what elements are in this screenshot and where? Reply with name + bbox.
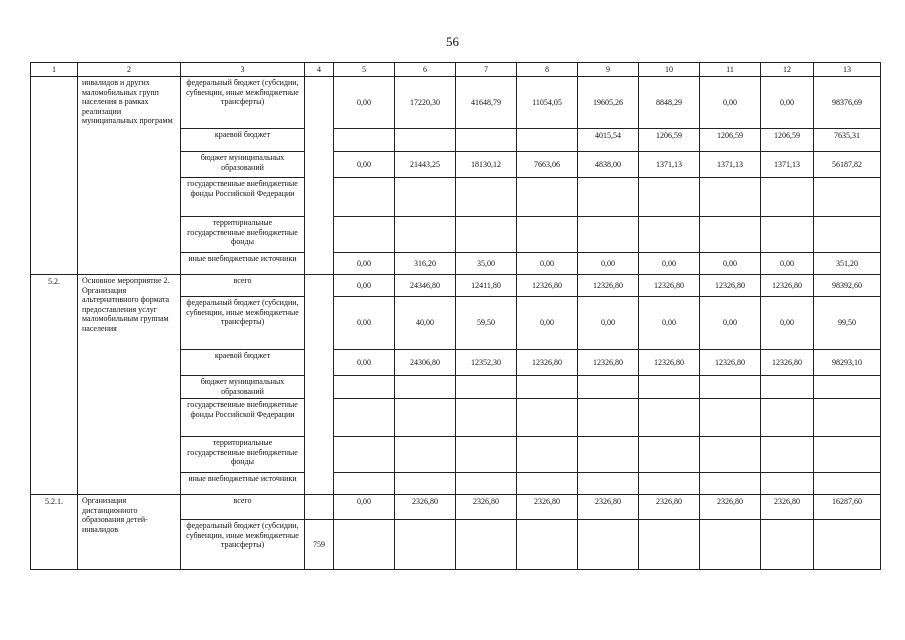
value-cell: 24306,80 <box>395 350 456 376</box>
funding-source: иные внебюджетные источники <box>181 473 305 495</box>
value-cell: 0,00 <box>700 297 761 350</box>
table-row <box>31 275 881 297</box>
value-cell: 19605,26 <box>578 77 639 129</box>
value-cell <box>578 473 639 495</box>
value-cell: 4015,54 <box>578 129 639 152</box>
value-cell <box>517 437 578 473</box>
value-cell <box>334 129 395 152</box>
value-cell: 98293,10 <box>814 350 881 376</box>
section-title: Организация дистанционного образования детей-инвалидов <box>78 495 181 570</box>
value-cell <box>814 473 881 495</box>
value-cell <box>517 217 578 253</box>
column-header: 7 <box>456 63 517 77</box>
value-cell <box>761 473 814 495</box>
column-header: 10 <box>639 63 700 77</box>
value-cell <box>395 129 456 152</box>
value-cell: 2326,80 <box>700 495 761 520</box>
page-number: 56 <box>446 34 459 49</box>
value-cell <box>639 520 700 570</box>
value-cell <box>761 376 814 399</box>
header-row <box>31 63 881 77</box>
value-cell: 0,00 <box>578 253 639 275</box>
value-cell <box>334 217 395 253</box>
section-code: 5.2. <box>31 275 78 495</box>
column-4-cell <box>305 77 334 275</box>
value-cell <box>395 473 456 495</box>
value-cell: 1206,59 <box>761 129 814 152</box>
value-cell: 12326,80 <box>578 275 639 297</box>
funding-source: всего <box>181 275 305 297</box>
section-title: инвалидов и других маломобильных групп населения в рамках реализации муниципальных программ <box>78 77 181 275</box>
section-code: 5.2.1. <box>31 495 78 570</box>
value-cell <box>814 376 881 399</box>
value-cell <box>761 217 814 253</box>
value-cell <box>639 437 700 473</box>
value-cell <box>814 399 881 437</box>
value-cell: 351,20 <box>814 253 881 275</box>
funding-source: территориальные государственные внебюджетные фонды <box>181 217 305 253</box>
value-cell <box>395 376 456 399</box>
value-cell: 12326,80 <box>639 350 700 376</box>
value-cell <box>700 376 761 399</box>
value-cell <box>639 217 700 253</box>
value-cell: 11054,05 <box>517 77 578 129</box>
value-cell: 2326,80 <box>578 495 639 520</box>
value-cell <box>334 376 395 399</box>
value-cell <box>578 399 639 437</box>
value-cell <box>700 217 761 253</box>
value-cell <box>814 217 881 253</box>
value-cell <box>395 217 456 253</box>
value-cell: 24346,80 <box>395 275 456 297</box>
value-cell <box>517 376 578 399</box>
column-header: 11 <box>700 63 761 77</box>
value-cell: 1206,59 <box>700 129 761 152</box>
value-cell: 12326,80 <box>761 275 814 297</box>
value-cell: 0,00 <box>761 297 814 350</box>
value-cell <box>700 399 761 437</box>
value-cell <box>456 520 517 570</box>
table-row <box>31 495 881 520</box>
value-cell <box>761 399 814 437</box>
column-header: 4 <box>305 63 334 77</box>
value-cell <box>395 437 456 473</box>
value-cell <box>761 178 814 217</box>
value-cell: 4838,00 <box>578 152 639 178</box>
value-cell: 12326,80 <box>700 350 761 376</box>
value-cell <box>639 473 700 495</box>
budget-table <box>30 62 881 570</box>
value-cell <box>456 217 517 253</box>
value-cell <box>761 520 814 570</box>
value-cell <box>578 437 639 473</box>
value-cell: 0,00 <box>761 77 814 129</box>
value-cell: 2326,80 <box>395 495 456 520</box>
value-cell <box>814 437 881 473</box>
value-cell: 18130,12 <box>456 152 517 178</box>
value-cell: 7663,06 <box>517 152 578 178</box>
value-cell <box>639 399 700 437</box>
value-cell <box>456 376 517 399</box>
column-header: 3 <box>181 63 305 77</box>
value-cell: 8848,29 <box>639 77 700 129</box>
funding-source: всего <box>181 495 305 520</box>
column-4-cell <box>305 495 334 520</box>
funding-source: краевой бюджет <box>181 129 305 152</box>
value-cell <box>395 178 456 217</box>
value-cell: 41648,79 <box>456 77 517 129</box>
value-cell: 12352,30 <box>456 350 517 376</box>
value-cell: 2326,80 <box>639 495 700 520</box>
value-cell: 0,00 <box>517 297 578 350</box>
value-cell <box>456 399 517 437</box>
value-cell: 40,00 <box>395 297 456 350</box>
column-header: 12 <box>761 63 814 77</box>
value-cell <box>814 178 881 217</box>
funding-source: краевой бюджет <box>181 350 305 376</box>
funding-source: территориальные государственные внебюджетные фонды <box>181 437 305 473</box>
value-cell: 1371,13 <box>639 152 700 178</box>
value-cell: 56187,82 <box>814 152 881 178</box>
column-header: 13 <box>814 63 881 77</box>
value-cell <box>639 376 700 399</box>
value-cell: 12411,80 <box>456 275 517 297</box>
funding-source: федеральный бюджет (субсидии, субвенции, иные межбюджетные трансферты) <box>181 297 305 350</box>
value-cell <box>639 178 700 217</box>
value-cell <box>700 178 761 217</box>
value-cell: 16287,60 <box>814 495 881 520</box>
value-cell: 98392,60 <box>814 275 881 297</box>
value-cell <box>456 129 517 152</box>
value-cell <box>456 178 517 217</box>
value-cell: 0,00 <box>334 275 395 297</box>
value-cell <box>700 520 761 570</box>
funding-source: иные внебюджетные источники <box>181 253 305 275</box>
table-row <box>31 77 881 129</box>
column-header: 6 <box>395 63 456 77</box>
column-header: 1 <box>31 63 78 77</box>
value-cell: 0,00 <box>334 77 395 129</box>
value-cell <box>517 178 578 217</box>
funding-source: государственные внебюджетные фонды Российской Федерации <box>181 399 305 437</box>
funding-source: федеральный бюджет (субсидии, субвенции, иные межбюджетные трансферты) <box>181 520 305 570</box>
value-cell: 12326,80 <box>517 275 578 297</box>
value-cell: 0,00 <box>761 253 814 275</box>
column-header: 9 <box>578 63 639 77</box>
funding-source: бюджет муниципальных образований <box>181 152 305 178</box>
value-cell: 0,00 <box>334 350 395 376</box>
value-cell <box>395 399 456 437</box>
value-cell: 1206,59 <box>639 129 700 152</box>
value-cell: 2326,80 <box>761 495 814 520</box>
value-cell <box>517 473 578 495</box>
value-cell <box>334 178 395 217</box>
value-cell <box>334 437 395 473</box>
value-cell: 35,00 <box>456 253 517 275</box>
value-cell <box>334 399 395 437</box>
value-cell: 0,00 <box>517 253 578 275</box>
column-header: 2 <box>78 63 181 77</box>
value-cell: 0,00 <box>700 77 761 129</box>
table-body <box>31 63 881 570</box>
value-cell <box>578 520 639 570</box>
column-header: 5 <box>334 63 395 77</box>
value-cell <box>517 129 578 152</box>
value-cell: 0,00 <box>334 253 395 275</box>
value-cell <box>456 437 517 473</box>
column-header: 8 <box>517 63 578 77</box>
section-code <box>31 77 78 275</box>
value-cell <box>578 376 639 399</box>
value-cell: 2326,80 <box>456 495 517 520</box>
value-cell <box>700 437 761 473</box>
value-cell <box>700 473 761 495</box>
value-cell: 12326,80 <box>639 275 700 297</box>
value-cell: 2326,80 <box>517 495 578 520</box>
value-cell <box>334 520 395 570</box>
value-cell: 0,00 <box>334 297 395 350</box>
value-cell: 12326,80 <box>578 350 639 376</box>
value-cell: 12326,80 <box>700 275 761 297</box>
funding-source: федеральный бюджет (субсидии, субвенции, иные межбюджетные трансферты) <box>181 77 305 129</box>
value-cell: 12326,80 <box>517 350 578 376</box>
funding-source: государственные внебюджетные фонды Российской Федерации <box>181 178 305 217</box>
value-cell: 316,20 <box>395 253 456 275</box>
section-title: Основное мероприятие 2. Организация альтернативного формата предоставления услуг маломобильным группам населения <box>78 275 181 495</box>
value-cell: 0,00 <box>639 253 700 275</box>
value-cell: 1371,13 <box>700 152 761 178</box>
value-cell: 17220,30 <box>395 77 456 129</box>
value-cell: 21443,25 <box>395 152 456 178</box>
value-cell <box>517 520 578 570</box>
value-cell <box>761 437 814 473</box>
value-cell <box>814 520 881 570</box>
value-cell: 98376,69 <box>814 77 881 129</box>
value-cell <box>334 473 395 495</box>
value-cell: 1371,13 <box>761 152 814 178</box>
value-cell <box>578 178 639 217</box>
value-cell: 7635,31 <box>814 129 881 152</box>
value-cell <box>517 399 578 437</box>
column-4-cell: 759 <box>305 520 334 570</box>
value-cell: 0,00 <box>639 297 700 350</box>
value-cell: 99,50 <box>814 297 881 350</box>
value-cell: 0,00 <box>334 495 395 520</box>
value-cell <box>456 473 517 495</box>
value-cell: 59,50 <box>456 297 517 350</box>
value-cell: 0,00 <box>578 297 639 350</box>
value-cell <box>578 217 639 253</box>
value-cell: 0,00 <box>334 152 395 178</box>
value-cell <box>395 520 456 570</box>
value-cell: 12326,80 <box>761 350 814 376</box>
value-cell: 0,00 <box>700 253 761 275</box>
column-4-cell <box>305 275 334 495</box>
funding-source: бюджет муниципальных образований <box>181 376 305 399</box>
